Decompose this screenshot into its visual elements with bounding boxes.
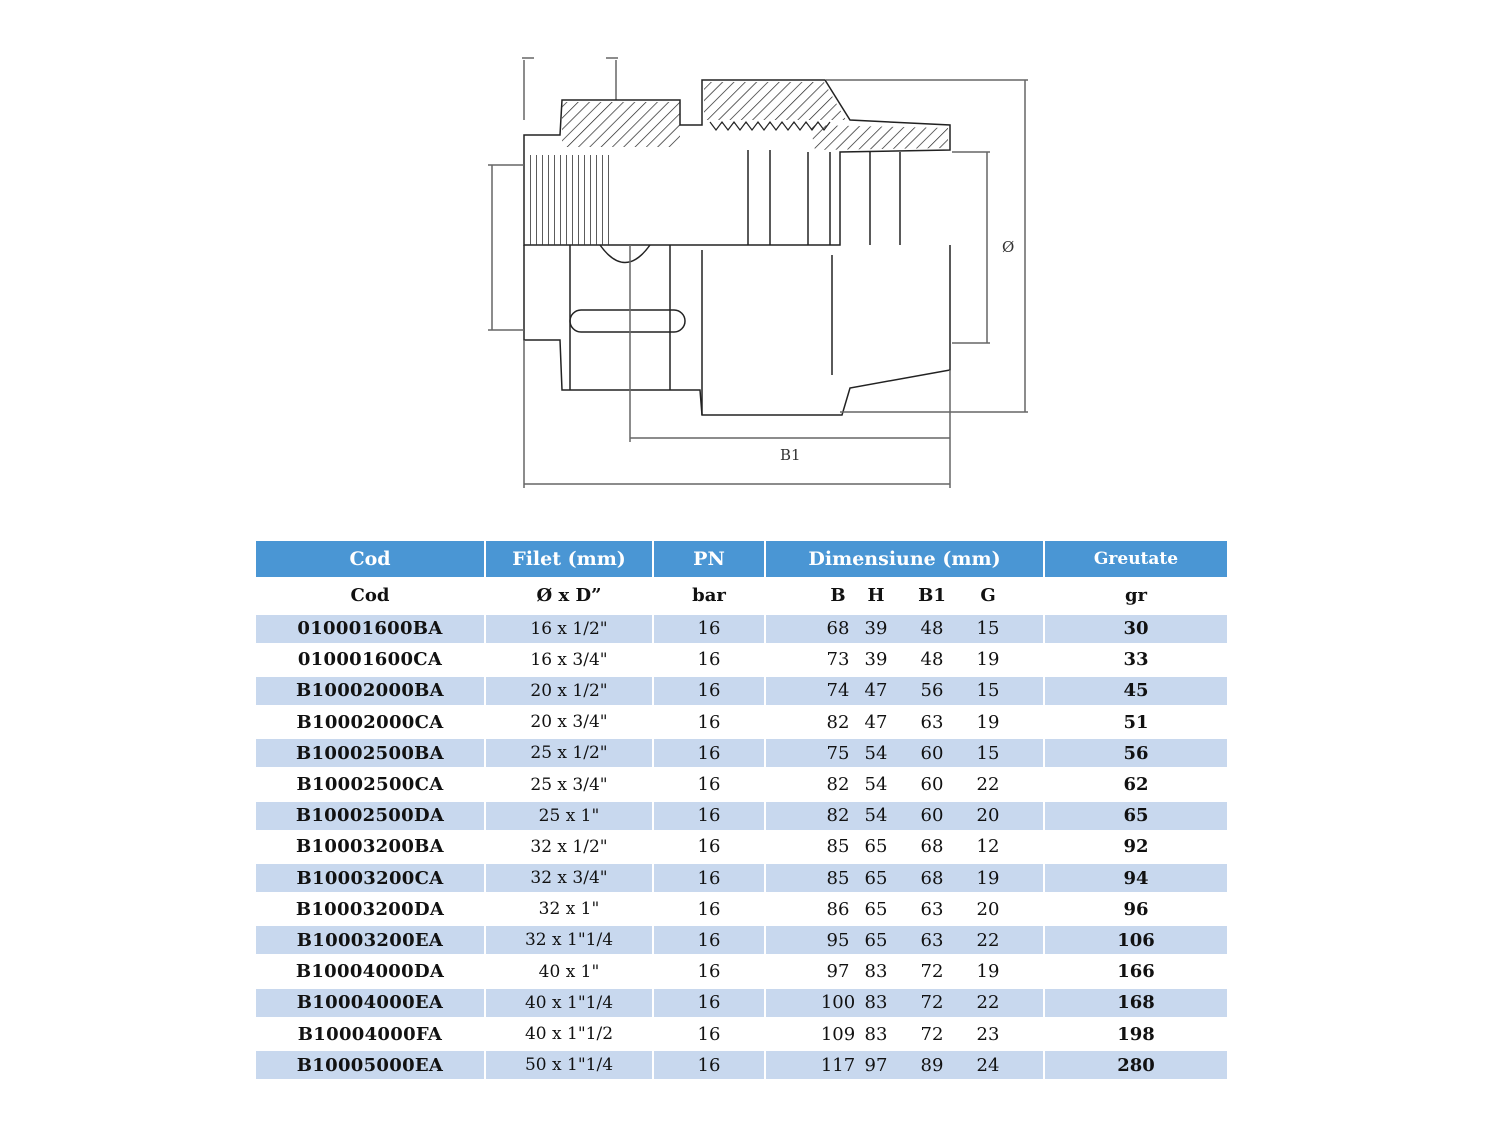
table-row	[256, 1018, 1227, 1049]
table-row	[256, 800, 1227, 831]
cell-weight: 65	[1045, 802, 1227, 830]
header-greutate: Greutate	[1045, 541, 1227, 577]
cell-dim-b: 68	[826, 618, 850, 640]
cell-dim-b1: 72	[920, 992, 944, 1014]
subheader-weight: gr	[1045, 581, 1227, 609]
cell-pn: 16	[654, 833, 766, 861]
table-header	[256, 541, 1227, 577]
cell-dim-b: 97	[826, 961, 850, 983]
cell-code: B10002500CA	[256, 771, 486, 799]
cell-dim-b: 75	[826, 742, 850, 764]
cell-dim-h: 97	[864, 1054, 888, 1076]
cell-dimensions	[766, 1020, 1045, 1048]
cell-thread: 32 x 1/2"	[486, 833, 654, 861]
cell-dim-g: 23	[976, 1023, 1000, 1045]
cell-dim-h: 39	[864, 649, 888, 671]
table-row	[256, 831, 1227, 862]
cell-dimensions	[766, 989, 1045, 1017]
cell-dim-b1: 72	[920, 1023, 944, 1045]
cell-dim-b1: 68	[920, 867, 944, 889]
subheader-cod: Cod	[256, 581, 486, 609]
diameter-label: Ø	[1002, 238, 1015, 256]
cell-thread: 16 x 1/2"	[486, 615, 654, 643]
subheader-h: H	[867, 584, 885, 606]
subheader-b1: B1	[918, 584, 946, 606]
cell-thread: 32 x 3/4"	[486, 864, 654, 892]
subheader-dimensions	[766, 581, 1045, 609]
cell-dim-g: 12	[976, 836, 1000, 858]
cell-pn: 16	[654, 1051, 766, 1079]
cell-weight: 94	[1045, 864, 1227, 892]
cell-thread: 25 x 1/2"	[486, 739, 654, 767]
cell-dim-h: 54	[864, 742, 888, 764]
cell-dim-b: 82	[826, 774, 850, 796]
cell-thread: 40 x 1"1/4	[486, 989, 654, 1017]
table-row	[256, 1050, 1227, 1081]
cell-dimensions	[766, 1051, 1045, 1079]
cell-dim-h: 65	[864, 929, 888, 951]
cell-dim-b: 73	[826, 649, 850, 671]
cell-dim-g: 22	[976, 774, 1000, 796]
cell-pn: 16	[654, 989, 766, 1017]
cell-weight: 168	[1045, 989, 1227, 1017]
cell-dim-g: 20	[976, 898, 1000, 920]
table-subheader	[256, 577, 1227, 613]
cell-code: B10004000EA	[256, 989, 486, 1017]
cell-dim-h: 47	[864, 680, 888, 702]
cell-dimensions	[766, 677, 1045, 705]
cell-dim-b1: 72	[920, 961, 944, 983]
cell-thread: 50 x 1"1/4	[486, 1051, 654, 1079]
cell-code: B10003200CA	[256, 864, 486, 892]
cell-dim-b1: 89	[920, 1054, 944, 1076]
subheader-filet: Ø x D”	[486, 581, 654, 609]
cell-dim-g: 15	[976, 680, 1000, 702]
cell-pn: 16	[654, 926, 766, 954]
cell-weight: 30	[1045, 615, 1227, 643]
cell-dim-h: 65	[864, 867, 888, 889]
cell-weight: 62	[1123, 774, 1149, 796]
cell-dimensions	[766, 864, 1045, 892]
cell-dimensions	[766, 895, 1045, 923]
table-body	[256, 613, 1227, 1081]
cell-weight: 92	[1123, 836, 1149, 858]
cell-dim-g: 20	[976, 805, 1000, 827]
cell-dim-b: 100	[820, 992, 856, 1014]
table-row	[256, 707, 1227, 738]
cell-dim-b1: 63	[920, 711, 944, 733]
cell-dim-h: 47	[864, 711, 888, 733]
cell-dimensions	[766, 771, 1045, 799]
cell-dim-b1: 48	[920, 649, 944, 671]
specification-table	[256, 541, 1227, 1081]
table-row	[256, 925, 1227, 956]
cell-dim-b: 109	[820, 1023, 856, 1045]
cell-dimensions	[766, 615, 1045, 643]
cell-dim-b1: 63	[920, 929, 944, 951]
cell-pn: 16	[654, 708, 766, 736]
cell-dim-g: 19	[976, 711, 1000, 733]
cell-code: B10002500BA	[256, 739, 486, 767]
cell-pn: 16	[654, 615, 766, 643]
header-cod: Cod	[256, 541, 486, 577]
cell-code: B10002500DA	[256, 802, 486, 830]
subheader-g: G	[980, 584, 996, 606]
cell-weight: 166	[1117, 961, 1155, 983]
cell-thread: 40 x 1"	[486, 958, 654, 986]
cell-dim-h: 83	[864, 992, 888, 1014]
cell-code: B10003200BA	[256, 833, 486, 861]
cell-dim-b1: 48	[920, 618, 944, 640]
cell-dim-b1: 60	[920, 774, 944, 796]
subheader-b: B	[830, 584, 846, 606]
cell-dim-b: 82	[826, 711, 850, 733]
cell-dim-g: 19	[976, 649, 1000, 671]
subheader-pn: bar	[654, 581, 766, 609]
cell-pn: 16	[654, 958, 766, 986]
cell-thread: 20 x 3/4"	[486, 708, 654, 736]
cell-pn: 16	[654, 771, 766, 799]
cell-dim-g: 24	[976, 1054, 1000, 1076]
table-row	[256, 956, 1227, 987]
cell-weight: 280	[1045, 1051, 1227, 1079]
header-pn: PN	[654, 541, 766, 577]
cell-dimensions	[766, 646, 1045, 674]
cell-code: 010001600CA	[256, 646, 486, 674]
cell-dim-b: 82	[826, 805, 850, 827]
cell-dim-b1: 56	[920, 680, 944, 702]
cell-dim-b1: 63	[920, 898, 944, 920]
cell-dim-b1: 60	[920, 805, 944, 827]
cell-thread: 32 x 1"1/4	[486, 926, 654, 954]
table-row	[256, 769, 1227, 800]
cell-pn: 16	[654, 739, 766, 767]
cell-dim-g: 15	[976, 618, 1000, 640]
cell-pn: 16	[654, 646, 766, 674]
cell-weight: 106	[1045, 926, 1227, 954]
fitting-technical-drawing	[470, 40, 1050, 500]
table-row	[256, 644, 1227, 675]
cell-code: B10002000BA	[256, 677, 486, 705]
cell-pn: 16	[654, 1020, 766, 1048]
cell-weight: 96	[1123, 898, 1149, 920]
table-row	[256, 738, 1227, 769]
cell-weight: 56	[1045, 739, 1227, 767]
cell-dim-h: 83	[864, 1023, 888, 1045]
cell-dim-b1: 60	[920, 742, 944, 764]
table-row	[256, 613, 1227, 644]
cell-thread: 25 x 3/4"	[486, 771, 654, 799]
cell-thread: 16 x 3/4"	[486, 646, 654, 674]
cell-pn: 16	[654, 677, 766, 705]
cell-dim-h: 54	[864, 774, 888, 796]
cell-dim-b: 117	[820, 1054, 856, 1076]
cell-thread: 32 x 1"	[486, 895, 654, 923]
cell-code: B10003200EA	[256, 926, 486, 954]
cell-dimensions	[766, 802, 1045, 830]
cell-dim-g: 22	[976, 929, 1000, 951]
table-row	[256, 987, 1227, 1018]
cell-code: B10004000FA	[256, 1020, 486, 1048]
cell-dim-b: 74	[826, 680, 850, 702]
cell-thread: 25 x 1"	[486, 802, 654, 830]
header-filet: Filet (mm)	[486, 541, 654, 577]
cell-dim-g: 15	[976, 742, 1000, 764]
cell-dim-h: 39	[864, 618, 888, 640]
cell-weight: 45	[1045, 677, 1227, 705]
cell-dim-h: 54	[864, 805, 888, 827]
header-dimensiune: Dimensiune (mm)	[766, 541, 1045, 577]
cell-thread: 40 x 1"1/2	[486, 1020, 654, 1048]
cell-dim-b: 85	[826, 867, 850, 889]
cell-dim-g: 19	[976, 961, 1000, 983]
table-row	[256, 863, 1227, 894]
cell-code: B10004000DA	[256, 958, 486, 986]
cell-dim-h: 83	[864, 961, 888, 983]
cell-dimensions	[766, 926, 1045, 954]
cell-weight: 51	[1123, 711, 1149, 733]
cell-code: B10003200DA	[256, 895, 486, 923]
cell-pn: 16	[654, 895, 766, 923]
cell-dim-g: 22	[976, 992, 1000, 1014]
cell-pn: 16	[654, 802, 766, 830]
cell-dim-h: 65	[864, 836, 888, 858]
cell-dimensions	[766, 708, 1045, 736]
cell-weight: 33	[1123, 649, 1149, 671]
cell-dim-g: 19	[976, 867, 1000, 889]
cell-dim-h: 65	[864, 898, 888, 920]
cell-dimensions	[766, 833, 1045, 861]
cell-dimensions	[766, 958, 1045, 986]
cell-pn: 16	[654, 864, 766, 892]
cell-weight: 198	[1117, 1023, 1155, 1045]
cell-code: 010001600BA	[256, 615, 486, 643]
cell-code: B10002000CA	[256, 708, 486, 736]
cell-dimensions	[766, 739, 1045, 767]
cell-dim-b1: 68	[920, 836, 944, 858]
b1-label: B1	[780, 446, 801, 464]
cell-dim-b: 95	[826, 929, 850, 951]
table-row	[256, 894, 1227, 925]
cell-code: B10005000EA	[256, 1051, 486, 1079]
cell-dim-b: 85	[826, 836, 850, 858]
cell-dim-b: 86	[826, 898, 850, 920]
table-row	[256, 675, 1227, 706]
cell-thread: 20 x 1/2"	[486, 677, 654, 705]
